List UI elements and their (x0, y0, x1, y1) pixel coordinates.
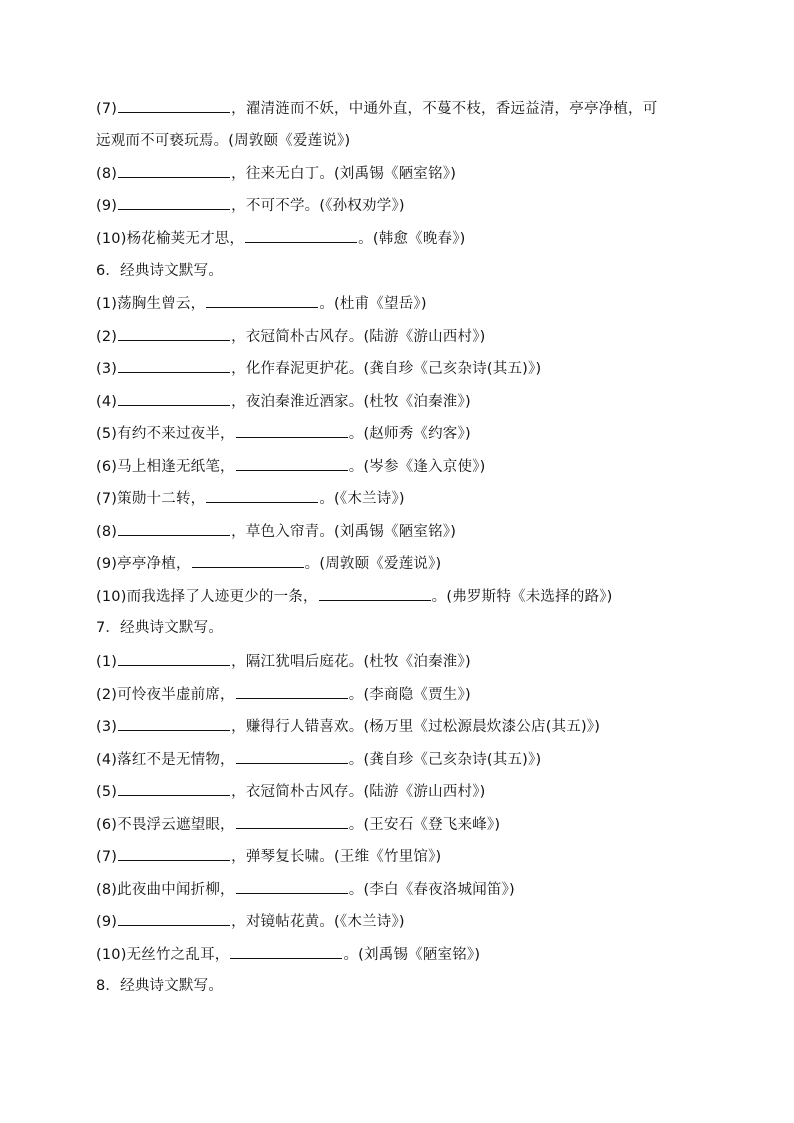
line-suffix: ，不可不学。(《孙权劝学》) (231, 198, 405, 214)
answer-blank[interactable] (118, 781, 230, 796)
line-suffix: 。(李商隐《贾生》) (348, 687, 471, 703)
question-line (96, 195, 405, 216)
question-line (96, 131, 350, 151)
line-suffix: 。(王安石《登飞来峰》) (348, 817, 501, 833)
answer-blank[interactable] (319, 586, 431, 601)
line-prefix: (7) (96, 101, 118, 117)
answer-blank[interactable] (236, 684, 348, 699)
answer-blank[interactable] (236, 749, 348, 764)
line-prefix: (10)杨花榆荚无才思， (96, 231, 245, 247)
line-prefix: (7) (96, 849, 118, 865)
answer-blank[interactable] (230, 944, 342, 959)
line-suffix: 。(李白《春夜洛城闻笛》) (348, 882, 515, 898)
question-line (96, 814, 500, 835)
line-suffix: ，夜泊秦淮近酒家。(杜牧《泊秦淮》) (231, 394, 471, 410)
line-suffix: ，往来无白丁。(刘禹锡《陋室铭》) (231, 166, 457, 182)
question-line (96, 326, 486, 347)
question-line (96, 879, 515, 900)
line-prefix: (1) (96, 654, 118, 670)
line-prefix: (9) (96, 198, 118, 214)
line-suffix: ，赚得行人错喜欢。(杨万里《过松源晨炊漆公店(其五)》) (231, 719, 601, 735)
question-line (96, 586, 613, 607)
line-text: 远观而不可亵玩焉。(周敦颐《爱莲说》) (96, 133, 351, 149)
question-line (96, 911, 405, 932)
line-suffix: 。(《木兰诗》) (319, 491, 405, 507)
line-prefix: (10)无丝竹之乱耳， (96, 947, 230, 963)
line-prefix: (8) (96, 166, 118, 182)
answer-blank[interactable] (236, 423, 348, 438)
answer-blank[interactable] (118, 98, 230, 113)
answer-blank[interactable] (236, 814, 348, 829)
question-line (96, 781, 486, 802)
answer-blank[interactable] (118, 326, 230, 341)
question-line (96, 228, 466, 249)
line-suffix: ，隔江犹唱后庭花。(杜牧《泊秦淮》) (231, 654, 471, 670)
line-suffix: 。(岑参《逢入京使》) (348, 459, 486, 475)
answer-blank[interactable] (236, 456, 348, 471)
line-prefix: (6)马上相逢无纸笔， (96, 459, 235, 475)
question-line (96, 846, 441, 867)
answer-blank[interactable] (118, 358, 230, 373)
question-line (96, 749, 541, 770)
answer-blank[interactable] (118, 716, 230, 731)
line-text: 8．经典诗文默写。 (96, 978, 224, 994)
line-prefix: (2) (96, 329, 118, 345)
line-prefix: (4)落红不是无情物， (96, 752, 235, 768)
answer-blank[interactable] (118, 846, 230, 861)
line-prefix: (9)亭亭净植， (96, 556, 191, 572)
line-suffix: ，弹琴复长啸。(王维《竹里馆》) (231, 849, 442, 865)
line-suffix: ，衣冠简朴古风存。(陆游《游山西村》) (231, 784, 486, 800)
question-line (96, 293, 427, 314)
answer-blank[interactable] (118, 911, 230, 926)
line-suffix: ，草色入帘青。(刘禹锡《陋室铭》) (231, 524, 457, 540)
answer-blank[interactable] (192, 553, 304, 568)
line-suffix: ，对镜帖花黄。(《木兰诗》) (231, 914, 405, 930)
question-line (96, 98, 657, 119)
answer-blank[interactable] (206, 293, 318, 308)
line-prefix: (7)策勋十二转， (96, 491, 206, 507)
line-suffix: 。(赵师秀《约客》) (348, 426, 471, 442)
line-prefix: (4) (96, 394, 118, 410)
answer-blank[interactable] (118, 651, 230, 666)
question-line (96, 391, 471, 412)
section-heading (96, 261, 223, 281)
line-prefix: (1)荡胸生曾云， (96, 296, 206, 312)
question-line (96, 163, 456, 184)
line-prefix: (8) (96, 524, 118, 540)
question-line (96, 456, 486, 477)
line-text: 7．经典诗文默写。 (96, 620, 224, 636)
question-line (96, 423, 471, 444)
line-prefix: (9) (96, 914, 118, 930)
question-line (96, 358, 541, 379)
line-prefix: (5) (96, 784, 118, 800)
question-line (96, 521, 456, 542)
question-line (96, 488, 405, 509)
section-heading (96, 976, 223, 996)
answer-blank[interactable] (245, 228, 357, 243)
answer-blank[interactable] (118, 163, 230, 178)
line-suffix: 。(杜甫《望岳》) (319, 296, 427, 312)
answer-blank[interactable] (206, 488, 318, 503)
question-line (96, 553, 441, 574)
line-suffix: 。(周敦颐《爱莲说》) (304, 556, 442, 572)
answer-blank[interactable] (118, 391, 230, 406)
line-suffix: 。(刘禹锡《陋室铭》) (343, 947, 481, 963)
line-prefix: (5)有约不来过夜半， (96, 426, 235, 442)
question-line (96, 651, 471, 672)
line-suffix: 。(韩愈《晚春》) (358, 231, 466, 247)
line-suffix: ，衣冠简朴古风存。(陆游《游山西村》) (231, 329, 486, 345)
line-suffix: ，化作春泥更护花。(龚自珍《己亥杂诗(其五)》) (231, 361, 542, 377)
question-line (96, 684, 471, 705)
line-prefix: (6)不畏浮云遮望眼， (96, 817, 235, 833)
answer-blank[interactable] (118, 195, 230, 210)
line-suffix: 。(龚自珍《己亥杂诗(其五)》) (348, 752, 542, 768)
question-line (96, 716, 600, 737)
line-suffix: 。(弗罗斯特《未选择的路》) (431, 589, 613, 605)
line-text: 6．经典诗文默写。 (96, 263, 224, 279)
answer-blank[interactable] (118, 521, 230, 536)
line-prefix: (8)此夜曲中闻折柳， (96, 882, 235, 898)
line-suffix: ，濯清涟而不妖，中通外直，不蔓不枝，香远益清，亭亭净植，可 (231, 101, 658, 117)
answer-blank[interactable] (236, 879, 348, 894)
line-prefix: (10)而我选择了人迹更少的一条， (96, 589, 318, 605)
line-prefix: (3) (96, 361, 118, 377)
section-heading (96, 618, 223, 638)
line-prefix: (3) (96, 719, 118, 735)
line-prefix: (2)可怜夜半虚前席， (96, 687, 235, 703)
question-line (96, 944, 480, 965)
